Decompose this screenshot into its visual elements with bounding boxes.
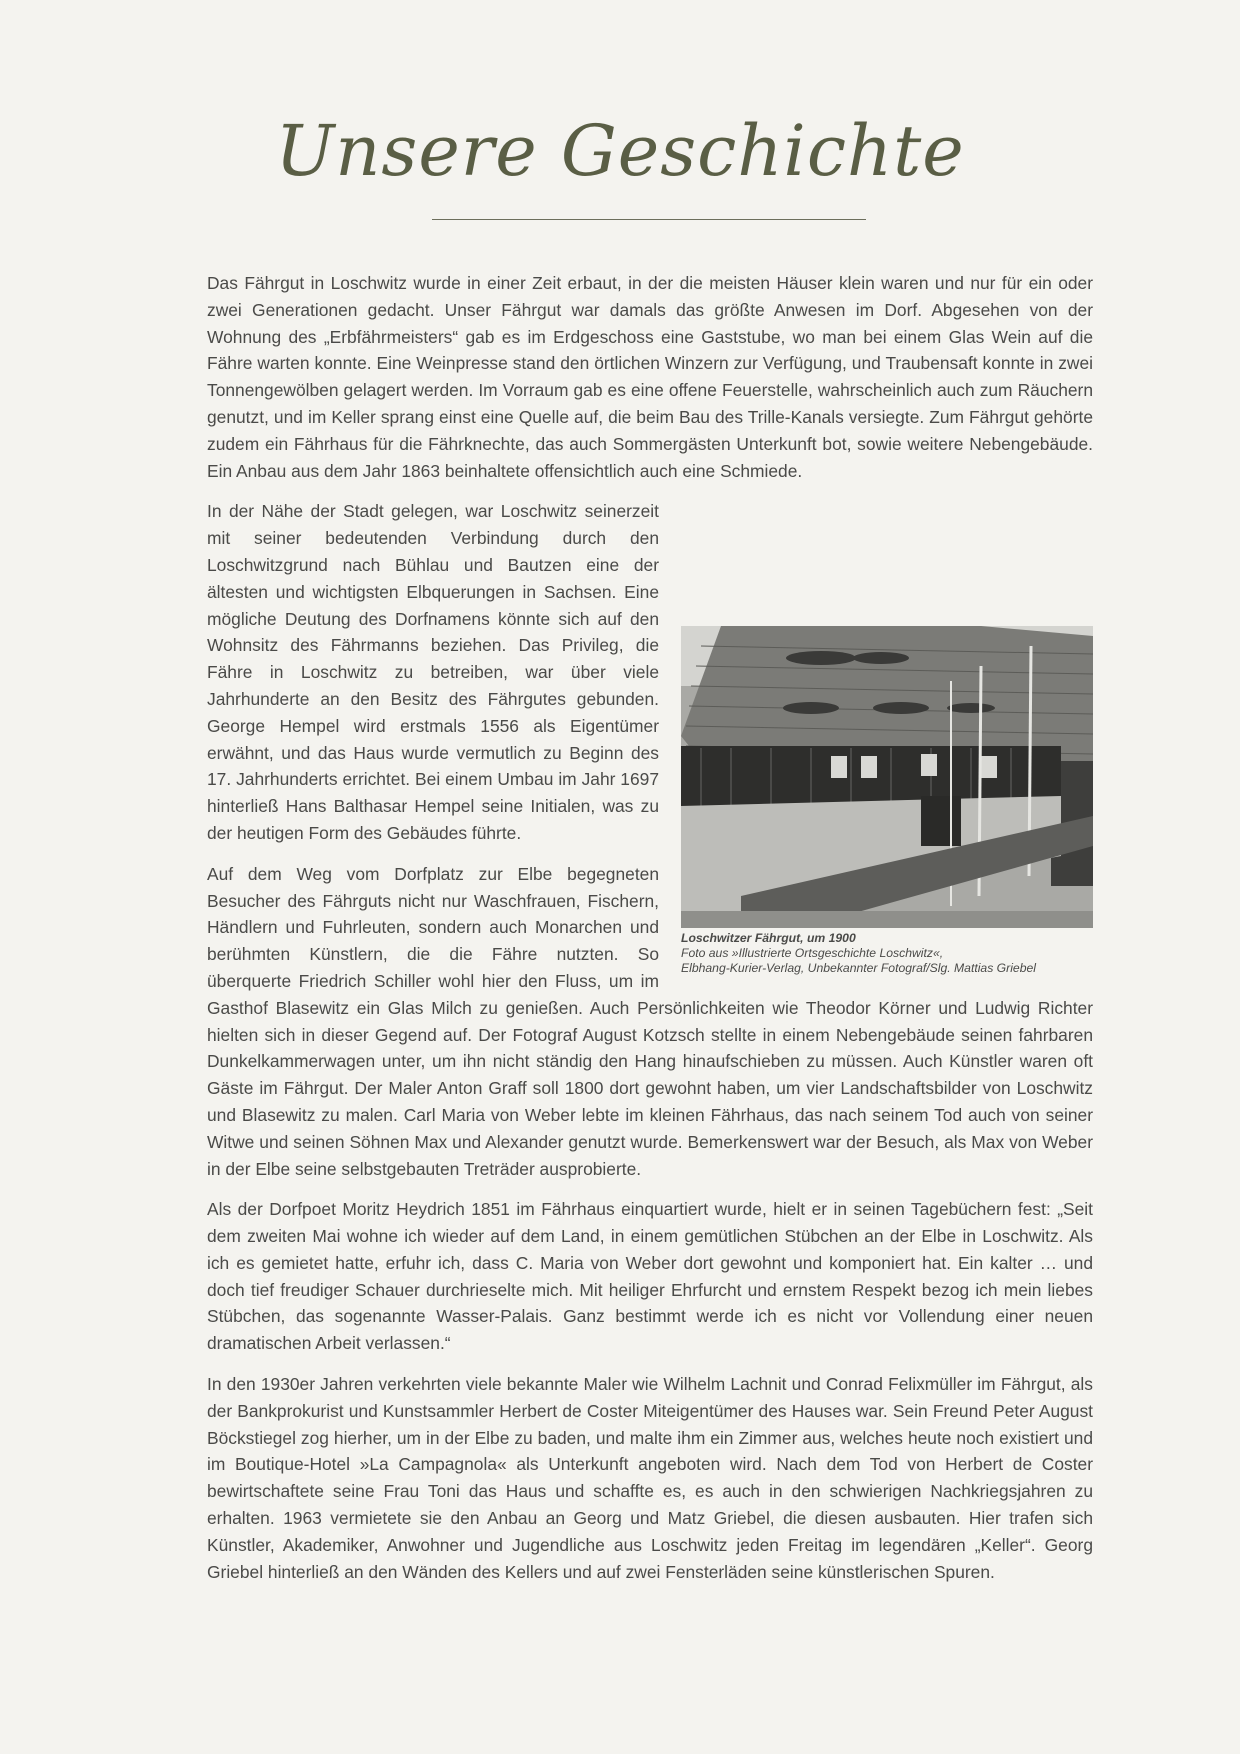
title-underline (432, 219, 866, 220)
caption-title: Loschwitzer Fährgut, um 1900 (681, 931, 856, 946)
page-title: Unsere Geschichte (275, 110, 965, 192)
photo-caption (681, 931, 1093, 976)
paragraph-history: In der Nähe der Stadt gelegen, war Loschwitz seinerzeit mit seiner bedeutenden Verbindung durch den Loschwitzgrund nach Bühlau und Bautzen eine der ältesten und wichtigsten Elbquerungen in Sachsen. Eine mögliche Deutung des Dorfnamens könnte sich auf den Wohnsitz des Fährmanns beziehen. Das Privileg, die Fähre in Loschwitz zu betreiben, war über viele Jahrhunderte an den Besitz des Fährgutes gebunden. George Hempel wird erstmals 1556 als Eigentümer erwähnt, und das Haus wurde vermutlich zu Beginn des 17. Jahrhunderts errichtet. Bei einem Umbau im Jahr 1697 hinterließ Hans Balthasar Hempel seine Initialen, was zu der heutigen Form des Gebäudes führte. (207, 501, 659, 843)
paragraph-intro: Das Fährgut in Loschwitz wurde in einer Zeit erbaut, in der die meisten Häuser klein waren und nur für ein oder zwei Generationen gedacht. Unser Fährgut war damals das größte Anwesen im Dorf. Abgesehen von der Wohnung des „Erbfährmeisters“ gab es im Erdgeschoss eine Gaststube, wo man bei einem Glas Wein auf die Fähre warten konnte. Eine Weinpresse stand den örtlichen Winzern zur Verfügung, und Traubensaft konnte in zwei Tonnengewölben gelagert werden. Im Vorraum gab es eine offene Feuerstelle, wahrscheinlich auch zum Räuchern genutzt, und im Keller sprang einst eine Quelle auf, die beim Bau des Trille-Kanals versiegte. Zum Fährgut gehörte zudem ein Fährhaus für die Fährknechte, das auch Sommergästen Unterkunft bot, sowie weitere Nebengebäude. Ein Anbau aus dem Jahr 1863 beinhaltete offensichtlich auch eine Schmiede. (207, 273, 1093, 481)
historic-building-photo (681, 626, 1093, 928)
paragraph-heydrich: Als der Dorfpoet Moritz Heydrich 1851 im Fährhaus einquartiert wurde, hielt er in seinen Tagebüchern fest: „Seit dem zweiten Mai wohne ich wieder auf dem Land, in einem gemütlichen Stübchen an der Elbe in Loschwitz. Als ich es gemietet hatte, erfuhr ich, dass C. Maria von Weber dort gewohnt und komponiert hat. Ein kalter … und doch tief freudiger Schauer durchrieselte mich. Mit heiliger Ehrfurcht und ernstem Respekt bezog ich mein liebes Stübchen, das sogenannte Wasser-Palais. Ganz bestimmt werde ich es nicht vor Vollendung einer neuen dramatischen Arbeit verlassen.“ (207, 1199, 1093, 1354)
paragraph-visitors: Auf dem Weg vom Dorfplatz zur Elbe begegneten Besucher des Fährguts nicht nur Waschfrauen, Fischern, Händlern und Fuhrleuten, sondern auch Monarchen und berühmten Künstlern, die die Fähre nutzten. So überquerte Friedrich Schiller wohl hier den Fluss, um im Gasthof Blasewitz ein Glas Milch zu genießen. Auch Persönlichkeiten wie Theodor Körner und Ludwig Richter hielten sich in dieser Gegend auf. Der Fotograf August Kotzsch stellte in einem Nebengebäude seinen fahrbaren Dunkelkammerwagen unter, um ihn nicht ständig den Hang hinaufschieben zu müssen. Auch Künstler waren oft Gäste im Fährgut. Der Maler Anton Graff soll 1800 dort gewohnt haben, um vier Landschaftsbilder von Loschwitz und Blasewitz zu malen. Carl Maria von Weber lebte im kleinen Fährhaus, das nach seinem Tod auch von seiner Witwe und seinen Söhnen Max und Alexander genutzt wurde. Bemerkenswert war der Besuch, als Max von Weber in der Elbe seine selbstgebauten Treträder ausprobierte. (207, 863, 1093, 1179)
caption-source-line2: Elbhang-Kurier-Verlag, Unbekannter Fotograf/Slg. Mattias Griebel (681, 961, 1036, 976)
paragraph-1930s: In den 1930er Jahren verkehrten viele bekannte Maler wie Wilhelm Lachnit und Conrad Felixmüller im Fährgut, als der Bankprokurist und Kunstsammler Herbert de Coster Miteigentümer des Hauses war. Sein Freund Peter August Böckstiegel zog hierher, um in der Elbe zu baden, und malte ihm ein Zimmer aus, welches heute noch existiert und im Boutique-Hotel »La Campagnola« als Unterkunft angeboten wird. Nach dem Tod von Herbert de Coster bewirtschaftete seine Frau Toni das Haus und schaffte es, es auch in den schwierigen Nachkriegsjahren zu erhalten. 1963 vermietete sie den Anbau an Georg und Matz Griebel, die diesen ausbauten. Hier trafen sich Künstler, Akademiker, Anwohner und Jugendliche aus Loschwitz jeden Freitag im legendären „Keller“. Georg Griebel hinterließ an den Wänden des Kellers und auf zwei Fensterläden seine künstlerischen Spuren. (207, 1374, 1093, 1582)
caption-source-line1: Foto aus »Illustrierte Ortsgeschichte Loschwitz«, (681, 946, 944, 961)
photo-figure (681, 626, 1093, 976)
article-body (207, 270, 1093, 1599)
